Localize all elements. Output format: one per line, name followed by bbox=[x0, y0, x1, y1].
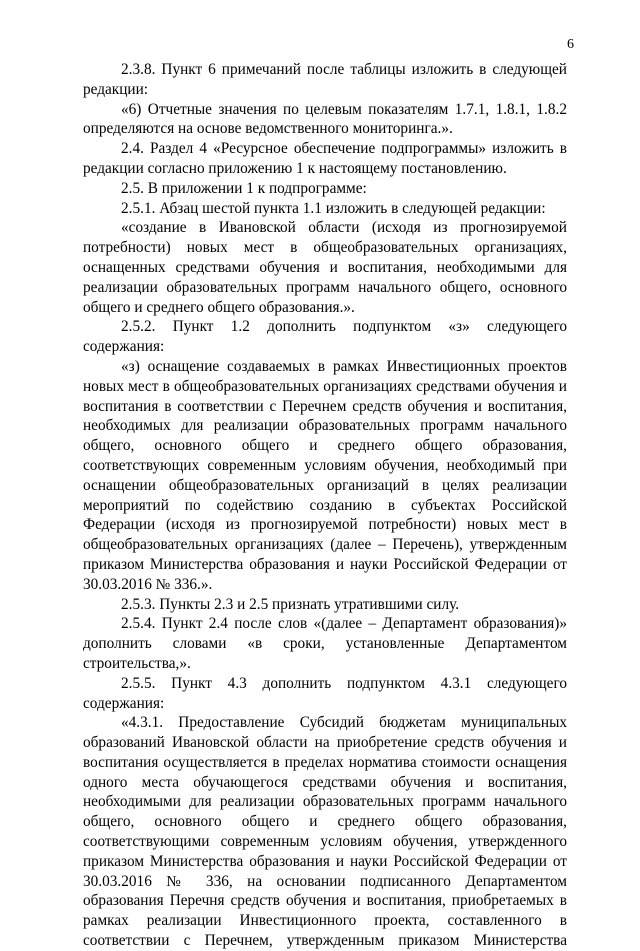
paragraph-2-5-5: 2.5.5. Пункт 4.3 дополнить подпунктом 4.3.1 следующего содержания: bbox=[83, 674, 567, 712]
paragraph-note-6: «6) Отчетные значения по целевым показателям 1.7.1, 1.8.1, 1.8.2 определяются на основе ведомственного мониторинга.». bbox=[83, 100, 567, 138]
paragraph-quote-z: «з) оснащение создаваемых в рамках Инвестиционных проектов новых мест в общеобразовательных организациях средствами обучения и воспитания в соответствии с Перечнем средств обучения и воспитания, необходимых для реализации образовательных программ начального общего, основного общего и среднего общего образования, соответствующих современным условиям обучения, необходимый при оснащении общеобразовательных организаций в целях реализации мероприятий по содействию созданию в субъектах Российской Федерации (исходя из прогнозируемой потребности) новых мест в общеобразовательных организациях (далее – Перечень), утвержденным приказом Министерства образования и науки Российской Федерации от 30.03.2016 № 336.». bbox=[83, 357, 567, 593]
document-body bbox=[83, 60, 567, 951]
paragraph-2-3-8: 2.3.8. Пункт 6 примечаний после таблицы изложить в следующей редакции: bbox=[83, 61, 567, 98]
paragraph-quote-4-3-1: «4.3.1. Предоставление Субсидий бюджетам муниципальных образований Ивановской области на приобретение средств обучения и воспитания осуществляется в пределах норматива стоимости оснащения одного места обучающегося средствами обучения и воспитания, необходимыми для реализации образовательных программ начального общего, основного общего и среднего общего образования, соответствующими современным условиям обучения, утвержденного приказом Министерства образования и науки Российской Федерации от 30.03.2016 № 336, на основании подписанного Департаментом образования Перечня средств обучения и воспитания, приобретаемых в рамках реализации Инвестиционного проекта, составленного в соответствии с Перечнем, утвержденным приказом Министерства bbox=[83, 714, 567, 950]
paragraph-2-4: 2.4. Раздел 4 «Ресурсное обеспечение подпрограммы» изложить в редакции согласно приложению 1 к настоящему постановлению. bbox=[83, 140, 567, 177]
paragraph-2-5-2: 2.5.2. Пункт 1.2 дополнить подпунктом «з» следующего содержания: bbox=[83, 318, 567, 356]
paragraph-2-5-3: 2.5.3. Пункты 2.3 и 2.5 признать утратившими силу. bbox=[121, 595, 460, 613]
paragraph-2-5-4: 2.5.4. Пункт 2.4 после слов «(далее – Департамент образования)» дополнить словами «в сроки, установленные Департаментом строительства,». bbox=[83, 615, 567, 672]
page-number: 6 bbox=[567, 37, 574, 52]
paragraph-quote-creation: «создание в Ивановской области (исходя из прогнозируемой потребности) новых мест в общеобразовательных организациях, оснащенных средствами обучения и воспитания, необходимыми для реализации образовательных программ начального общего, основного общего и среднего общего образования.». bbox=[83, 219, 567, 316]
paragraph-2-5-1: 2.5.1. Абзац шестой пункта 1.1 изложить в следующей редакции: bbox=[121, 199, 546, 217]
paragraph-2-5: 2.5. В приложении 1 к подпрограмме: bbox=[121, 179, 367, 197]
